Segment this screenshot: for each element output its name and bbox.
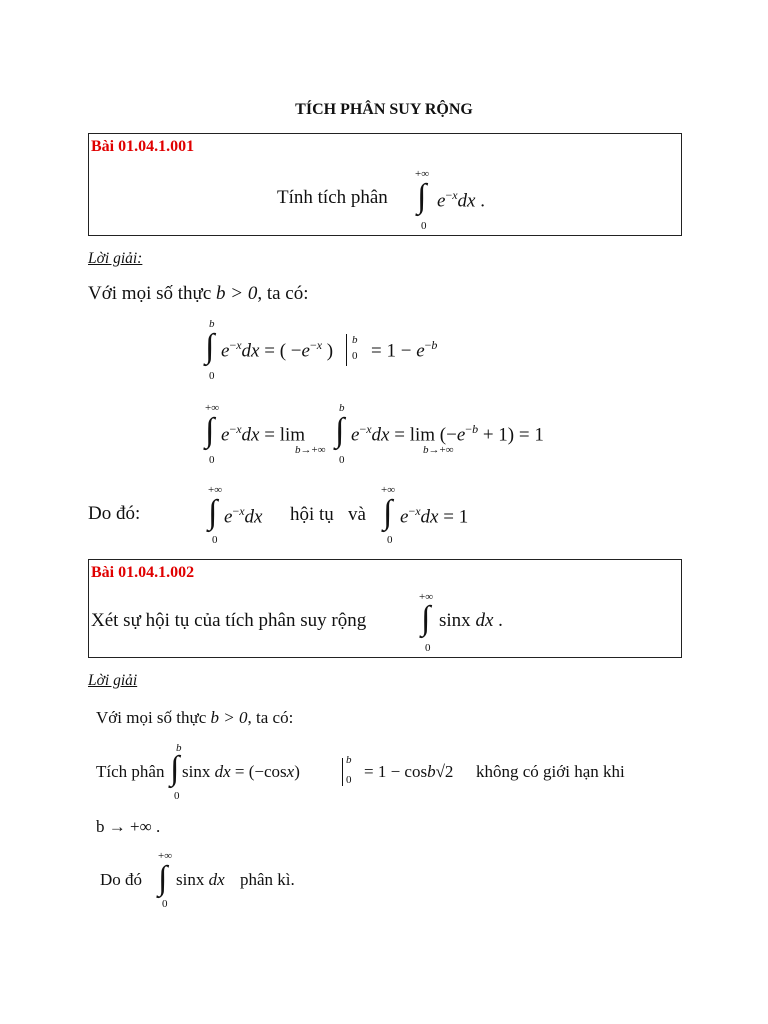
exercise-1-prompt: Tính tích phân <box>277 187 388 208</box>
intro-condition: b > 0 <box>210 708 248 727</box>
solution-1-conclusion-prefix: Do đó: <box>88 503 141 524</box>
no-limit-text: không có giới hạn khi <box>476 762 625 781</box>
intro-suffix: , ta có: <box>247 708 294 727</box>
diverges-text: phân kì. <box>240 870 295 889</box>
exercise-2-box: Bài 01.04.1.002 Xét sự hội tụ của tích phân suy rộng +∞ ∫ 0 sinx dx . <box>88 559 682 658</box>
exercise-1-box <box>88 133 682 236</box>
integrand: $e^{-x}dx$ . <box>437 188 485 212</box>
solution-2-conclusion-prefix: Do đó <box>100 870 143 889</box>
solution-1-heading: Lời giải: <box>88 250 143 267</box>
intro-prefix: Với mọi số thực <box>96 708 207 727</box>
and-text: và <box>348 504 366 525</box>
upper-limit: +∞ <box>415 168 430 180</box>
exercise-2-prompt: Xét sự hội tụ của tích phân suy rộng <box>91 610 367 631</box>
integral-value: = 1 <box>443 506 469 528</box>
solution-1-intro <box>88 283 309 305</box>
intro-condition: b > 0 <box>216 283 258 304</box>
solution-2-heading: Lời giải <box>88 672 138 689</box>
integral-sign: ∫ <box>417 178 427 215</box>
lower-limit: 0 <box>421 220 427 232</box>
exercise-2-id: Bài 01.04.1.002 <box>91 564 195 581</box>
converges-text: hội tụ <box>290 504 334 525</box>
exercise-1-id: Bài 01.04.1.001 <box>91 138 195 155</box>
limit-condition: b → +∞ . <box>96 817 161 836</box>
intro-suffix: , ta có: <box>257 283 309 304</box>
page-title: TÍCH PHÂN SUY RỘNG <box>295 101 473 118</box>
intro-prefix: Với mọi số thực <box>88 283 212 304</box>
line-prefix: Tích phân <box>96 762 165 781</box>
solution-2-intro <box>96 708 293 728</box>
